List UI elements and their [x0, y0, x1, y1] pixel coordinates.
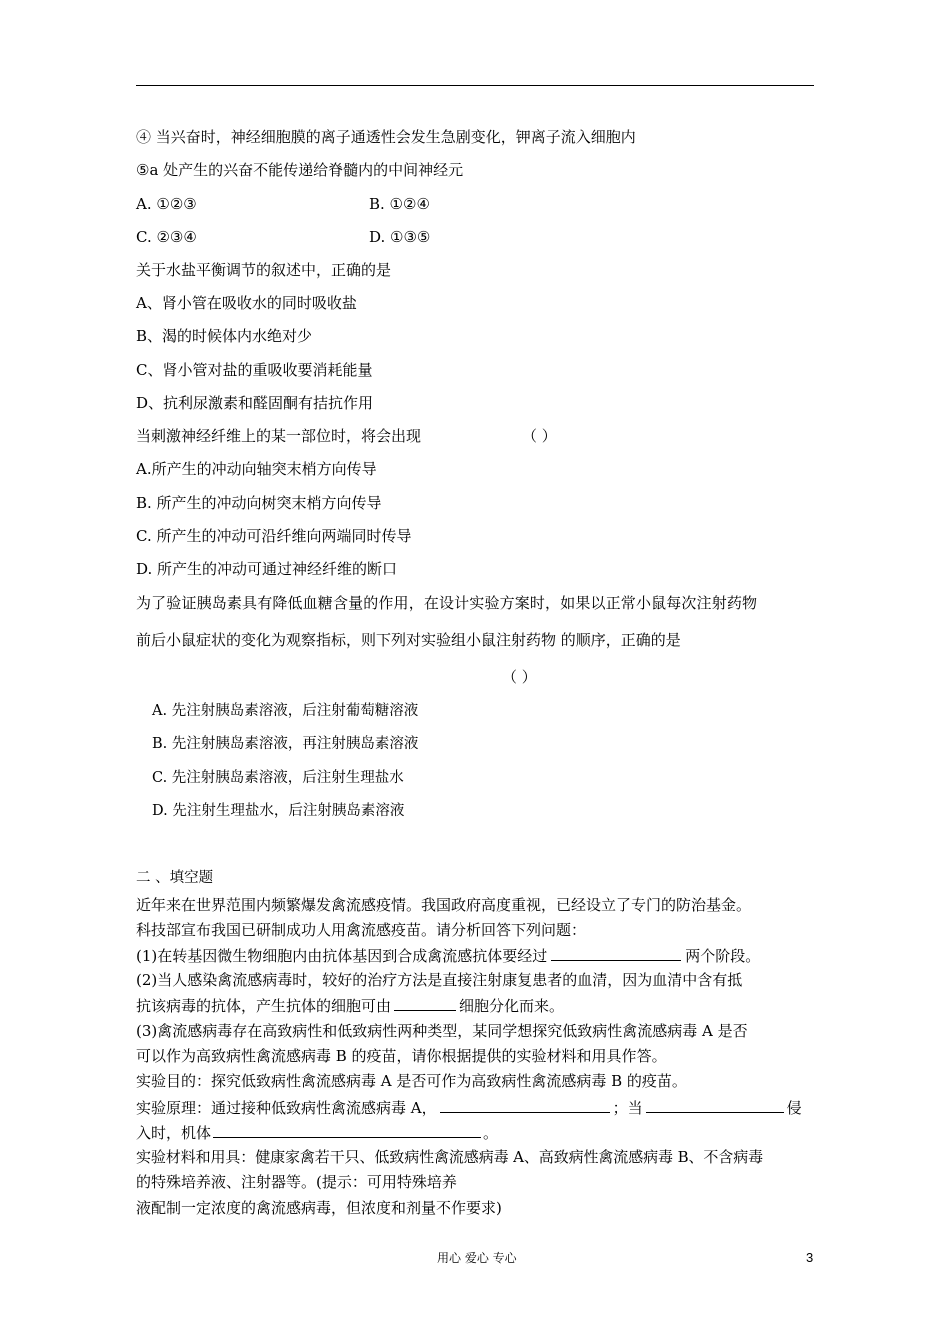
principle-line2-text: 入时，机体	[136, 1124, 212, 1142]
experiment-principle-line1	[136, 1097, 802, 1118]
answer-blank-1[interactable]	[551, 945, 681, 961]
principle-line2-suffix: 。	[483, 1124, 499, 1142]
q-nerve-option-a: A.所产生的冲动向轴突末梢方向传导	[136, 460, 377, 478]
q-insulin-option-c: C. 先注射胰岛素溶液，后注射生理盐水	[152, 770, 404, 786]
question-2-line2	[136, 995, 564, 1016]
q-water-stem: 关于水盐平衡调节的叙述中，正确的是	[136, 261, 392, 279]
question-1-text: (1)在转基因微生物细胞内由抗体基因到合成禽流感抗体要经过	[136, 947, 548, 965]
experiment-aim: 实验目的：探究低致病性禽流感病毒 A 是否可作为高致病性禽流感病毒 B 的疫苗。	[136, 1072, 687, 1090]
question-2-line1: (2)当人感染禽流感病毒时，较好的治疗方法是直接注射康复患者的血清，因为血清中含有抵	[136, 971, 743, 989]
question-1	[136, 945, 760, 966]
q-water-option-b: B、渴的时候体内水绝对少	[136, 327, 313, 345]
question-2-suffix: 细胞分化而来。	[459, 997, 565, 1015]
q-nerve-option-c: C. 所产生的冲动可沿纤维向两端同时传导	[136, 527, 412, 545]
principle-connector: ；当	[612, 1099, 643, 1117]
answer-blank-5[interactable]	[213, 1122, 481, 1138]
q-prev-option-a: A. ①②③	[136, 195, 197, 213]
question-1-suffix: 两个阶段。	[685, 947, 761, 965]
passage-line1: 近年来在世界范围内频繁爆发禽流感疫情。我国政府高度重视，已经设立了专门的防治基金。	[136, 896, 752, 914]
materials-line1: 实验材料和用具：健康家禽若干只、低致病性禽流感病毒 A、高致病性禽流感病毒 B、不含病毒	[136, 1148, 763, 1166]
question-3-line2: 可以作为高致病性禽流感病毒 B 的疫苗，请你根据提供的实验材料和用具作答。	[136, 1047, 667, 1065]
page-number: 3	[806, 1250, 814, 1265]
q-insulin-option-d: D. 先注射生理盐水，后注射胰岛素溶液	[152, 803, 405, 819]
header-rule	[136, 85, 814, 86]
materials-line3: 液配制一定浓度的禽流感病毒，但浓度和剂量不作要求)	[136, 1199, 502, 1217]
footer-motto: 用心 爱心 专心	[437, 1251, 517, 1265]
principle-text: 实验原理：通过接种低致病性禽流感病毒 A，	[136, 1099, 437, 1117]
q-water-option-a: A、肾小管在吸收水的同时吸收盐	[136, 294, 357, 312]
answer-blank-3[interactable]	[440, 1097, 610, 1113]
question-3-line1: (3)禽流感病毒存在高致病性和低致病性两种类型，某同学想探究低致病性禽流感病毒 A 是否	[136, 1022, 748, 1040]
q-nerve-stem: 当刺激神经纤维上的某一部位时，将会出现	[136, 427, 422, 445]
q-insulin-option-b: B. 先注射胰岛素溶液，再注射胰岛素溶液	[152, 736, 419, 752]
q-water-option-d: D、抗利尿激素和醛固酮有拮抗作用	[136, 394, 374, 412]
q-prev-option-c: C. ②③④	[136, 228, 197, 246]
materials-line2: 的特殊培养液、注射器等。(提示：可用特殊培养	[136, 1173, 457, 1191]
q-insulin-stem-line2: 前后小鼠症状的变化为观察指标，则下列对实验组小鼠注射药物 的顺序，正确的是	[136, 631, 681, 649]
q-prev-item4: ④ 当兴奋时，神经细胞膜的离子通透性会发生急剧变化，钾离子流入细胞内	[136, 128, 636, 146]
q-prev-option-b: B. ①②④	[369, 195, 430, 213]
principle-suffix: 侵	[786, 1099, 802, 1117]
experiment-principle-line2	[136, 1122, 498, 1143]
q-insulin-option-a: A. 先注射胰岛素溶液，后注射葡萄糖溶液	[152, 703, 419, 719]
answer-blank-2[interactable]	[394, 995, 456, 1011]
question-2-text: 抗该病毒的抗体，产生抗体的细胞可由	[136, 997, 392, 1015]
q-water-option-c: C、肾小管对盐的重吸收要消耗能量	[136, 361, 373, 379]
q-nerve-option-b: B. 所产生的冲动向树突末梢方向传导	[136, 494, 382, 512]
section-heading: 二 、填空题	[136, 870, 214, 886]
q-prev-item5: ⑤a 处产生的兴奋不能传递给脊髓内的中间神经元	[136, 161, 464, 179]
passage-line2: 科技部宣布我国已研制成功人用禽流感疫苗。请分析回答下列问题：	[136, 921, 587, 939]
q-insulin-stem-line1: 为了验证胰岛素具有降低血糖含量的作用，在设计实验方案时，如果以正常小鼠每次注射药物	[136, 594, 758, 612]
q-nerve-answer-paren: （ ）	[522, 427, 557, 445]
q-nerve-option-d: D. 所产生的冲动可通过神经纤维的断口	[136, 560, 398, 578]
q-insulin-answer-paren: （ ）	[502, 668, 537, 686]
q-prev-option-d: D. ①③⑤	[369, 228, 431, 246]
answer-blank-4[interactable]	[646, 1097, 784, 1113]
